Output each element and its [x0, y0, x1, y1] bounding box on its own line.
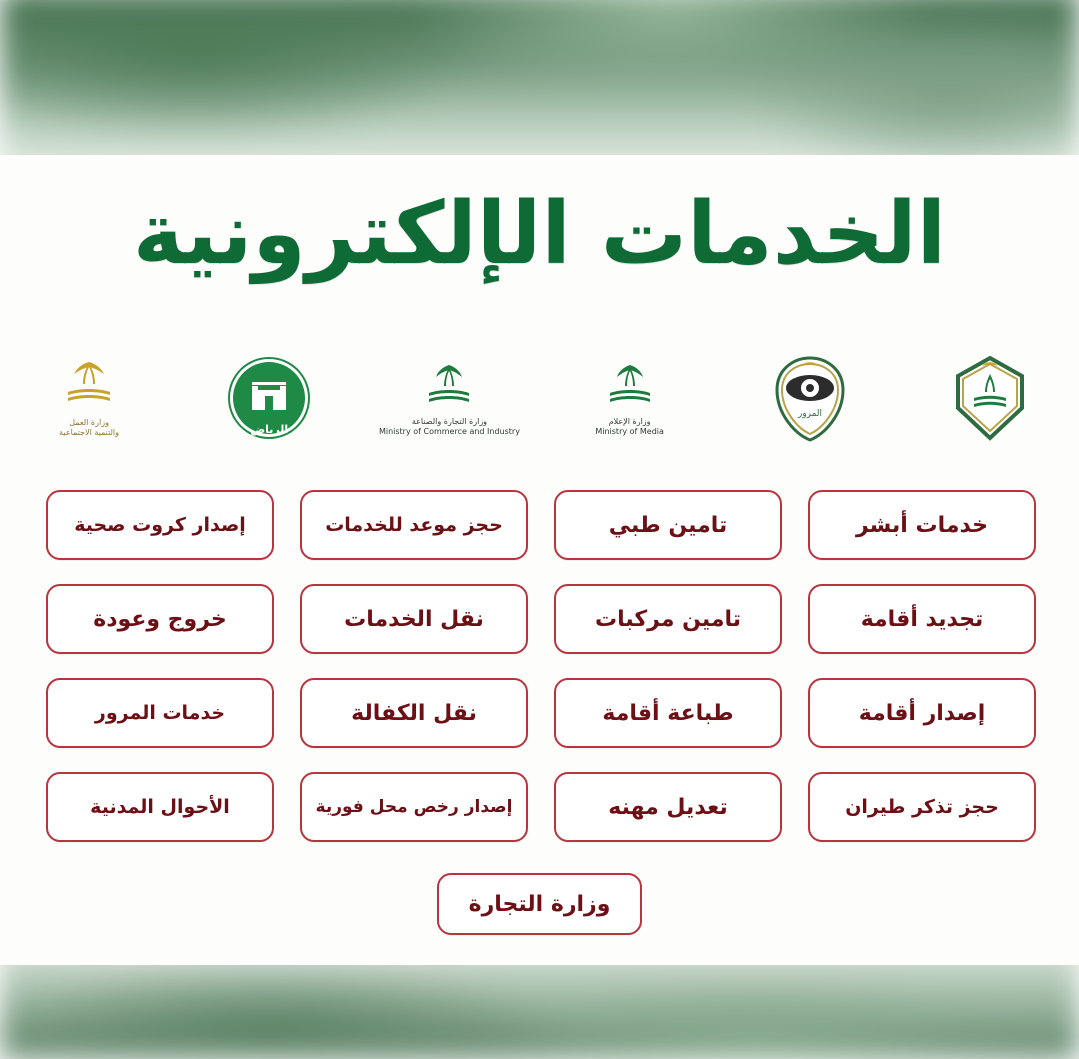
logo-caption-en: Ministry of Commerce and Industry [378, 426, 520, 436]
palm-and-swords-icon [58, 358, 120, 416]
logo-caption-ar: وزارة التجارة والصناعة [411, 416, 488, 426]
logo-caption-en: Ministry of Media [595, 426, 664, 436]
passports-shield-icon [944, 352, 1036, 444]
top-blurred-band [0, 0, 1079, 175]
service-button-change-profession[interactable]: تعديل مهنه [554, 772, 782, 842]
riyadh-municipality-logo [194, 342, 344, 454]
service-button-transfer-services[interactable]: نقل الخدمات [300, 584, 528, 654]
services-grid [46, 490, 1036, 842]
palm-and-swords-icon [602, 359, 658, 415]
ministry-logos-row [0, 340, 1079, 455]
palm-and-swords-icon [421, 359, 477, 415]
service-button-absher[interactable]: خدمات أبشر [808, 490, 1036, 560]
service-button-vehicle-insurance[interactable]: تامين مركبات [554, 584, 782, 654]
traffic-department-logo [735, 342, 885, 454]
services-footer-row [0, 873, 1079, 935]
riyadh-label: الرياض [250, 422, 289, 436]
passports-department-logo [915, 342, 1065, 454]
ministry-of-commerce-and-industry-logo [374, 342, 524, 454]
ministry-of-media-logo [555, 342, 705, 454]
riyadh-gate-icon [244, 376, 294, 420]
logo-caption-en: والتنمية الاجتماعية [59, 427, 120, 437]
service-button-medical-insurance[interactable]: تامين طبي [554, 490, 782, 560]
logo-caption-ar: وزارة الإعلام [608, 416, 651, 426]
service-button-exit-reentry[interactable]: خروج وعودة [46, 584, 274, 654]
service-button-ministry-of-commerce[interactable]: وزارة التجارة [437, 873, 642, 935]
service-button-renew-iqama[interactable]: تجديد أقامة [808, 584, 1036, 654]
page-title: الخدمات الإلكترونية [132, 184, 947, 284]
service-button-issue-health-cards[interactable]: إصدار كروت صحية [46, 490, 274, 560]
service-button-transfer-sponsorship[interactable]: نقل الكفالة [300, 678, 528, 748]
service-button-book-flight-ticket[interactable]: حجز تذكر طيران [808, 772, 1036, 842]
white-sheet [0, 155, 1079, 965]
service-button-instant-shop-license[interactable]: إصدار رخص محل فورية [300, 772, 528, 842]
service-button-print-iqama[interactable]: طباعة أقامة [554, 678, 782, 748]
service-button-traffic-services[interactable]: خدمات المرور [46, 678, 274, 748]
logo-caption-ar: وزارة العمل [69, 417, 109, 427]
ministry-of-labor-logo [14, 342, 164, 454]
service-button-book-service-appointment[interactable]: حجز موعد للخدمات [300, 490, 528, 560]
service-button-civil-affairs[interactable]: الأحوال المدنية [46, 772, 274, 842]
traffic-eagle-badge-icon [763, 352, 857, 444]
svg-text:المرور: المرور [797, 408, 822, 419]
service-button-issue-iqama[interactable]: إصدار أقامة [808, 678, 1036, 748]
